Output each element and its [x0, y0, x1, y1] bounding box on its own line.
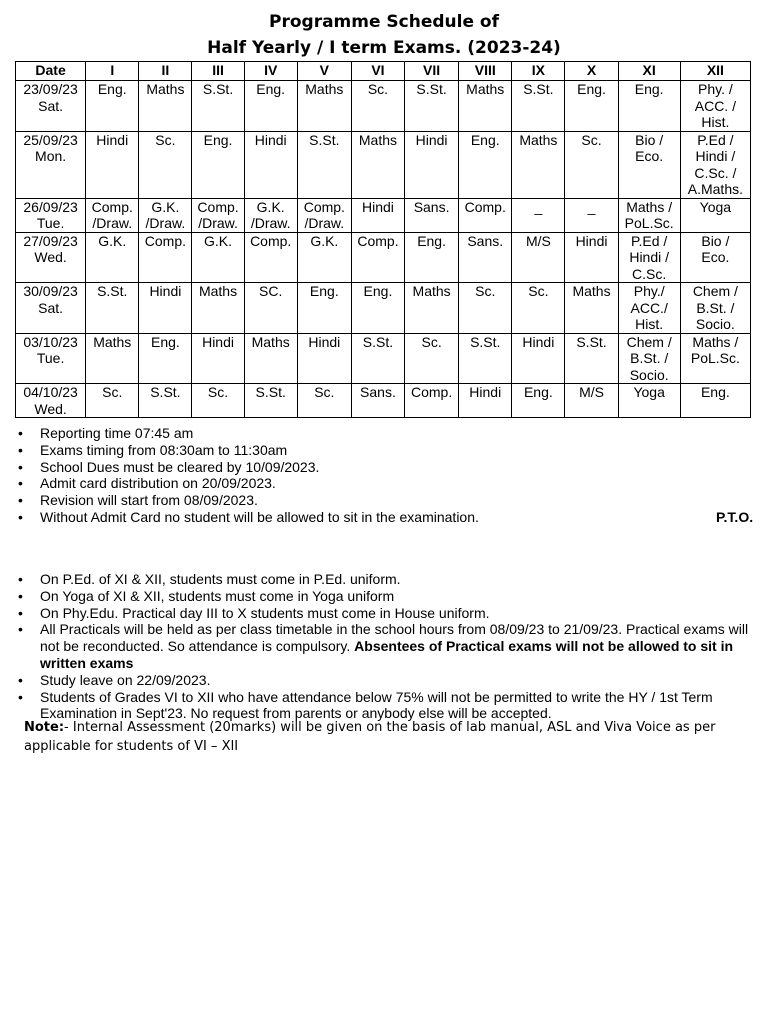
list-item-text: Admit card distribution on 20/09/2023. [40, 475, 276, 492]
subject-cell: Phy./ ACC./ Hist. [618, 283, 680, 334]
subject-cell: Comp. [351, 232, 404, 283]
list-item [0, 509, 768, 526]
list-item [0, 442, 768, 459]
subject-cell: Eng. [565, 81, 618, 132]
subject-cell: Eng. [192, 131, 244, 198]
bullet-icon: • [18, 475, 23, 492]
subject-cell: Maths [459, 81, 512, 132]
instructions-list [0, 425, 768, 526]
list-item [0, 475, 768, 492]
subject-cell: S.St. [512, 81, 565, 132]
subject-cell: Maths [192, 283, 244, 334]
list-item-text: On P.Ed. of XI & XII, students must come in P.Ed. uniform. [40, 571, 401, 587]
subject-cell: Comp. /Draw. [86, 198, 139, 232]
subject-cell: S.St. [86, 283, 139, 334]
table-row [16, 131, 751, 198]
list-item [0, 459, 768, 476]
list-item-text: All Practicals will be held as per class timetable in the school hours from 08/09/23 to 21/09/23. Practical exams will not be reconducted. So attendance is compulsory. [40, 621, 749, 655]
subject-cell: Hindi [405, 131, 459, 198]
column-header: VII [405, 62, 459, 81]
column-header: X [565, 62, 618, 81]
subject-cell: S.St. [244, 384, 297, 418]
list-item-text: Students of Grades VI to XII who have attendance below 75% will not be permitted to write the HY / 1st Term Examination in Sept'23. No request from parents or anybody else will be accepted. [40, 688, 713, 722]
subject-cell: Eng. [405, 232, 459, 283]
subject-cell: Comp. [459, 198, 512, 232]
subject-cell: Chem / B.St. / Socio. [618, 333, 680, 384]
subject-cell: Chem / B.St. / Socio. [680, 283, 750, 334]
subject-cell: Eng. [512, 384, 565, 418]
subject-cell: P.Ed / Hindi / C.Sc. [618, 232, 680, 283]
list-item-text: School Dues must be cleared by 10/09/2023. [40, 458, 320, 475]
subject-cell: Maths [351, 131, 404, 198]
bullet-icon: • [18, 671, 23, 688]
additional-instructions-list [0, 571, 760, 722]
subject-cell: Hindi [459, 384, 512, 418]
internal-assessment-note [24, 718, 754, 756]
subject-cell: Sc. [351, 81, 404, 132]
subject-cell: Eng. [297, 283, 351, 334]
subject-cell: Comp. /Draw. [297, 198, 351, 232]
subject-cell: Maths [565, 283, 618, 334]
subject-cell: S.St. [192, 81, 244, 132]
list-item-text: Revision will start from 08/09/2023. [40, 492, 258, 509]
column-header: VI [351, 62, 404, 81]
subject-cell: Eng. [618, 81, 680, 132]
subject-cell: Hindi [351, 198, 404, 232]
subject-cell: Maths [244, 333, 297, 384]
subject-cell: Eng. [244, 81, 297, 132]
subject-cell: S.St. [351, 333, 404, 384]
emphasis-text: Absentees of Practical exams will not be allowed to sit in written exams [40, 638, 734, 671]
table-row [16, 232, 751, 283]
column-header: XI [618, 62, 680, 81]
subject-cell: Phy. / ACC. / Hist. [680, 81, 750, 132]
table-row [16, 81, 751, 132]
subject-cell: Maths [512, 131, 565, 198]
subject-cell: M/S [512, 232, 565, 283]
bullet-icon: • [18, 508, 23, 525]
subject-cell: Eng. [351, 283, 404, 334]
subject-cell: Eng. [86, 81, 139, 132]
bullet-icon: • [18, 571, 23, 587]
subject-cell: Maths / PoL.Sc. [618, 198, 680, 232]
bullet-icon: • [18, 621, 23, 638]
date-cell: 04/10/23 Wed. [16, 384, 86, 418]
subject-cell: Eng. [680, 384, 750, 418]
page-subtitle: Half Yearly / I term Exams. (2023-24) [207, 38, 561, 58]
subject-cell: G.K. [192, 232, 244, 283]
list-item-text: On Phy.Edu. Practical day III to X students must come in House uniform. [40, 604, 490, 621]
subject-cell: Maths [405, 283, 459, 334]
table-row [16, 198, 751, 232]
date-cell: 26/09/23 Tue. [16, 198, 86, 232]
subject-cell: Sc. [405, 333, 459, 384]
date-cell: 25/09/23 Mon. [16, 131, 86, 198]
subject-cell: _ [512, 198, 565, 232]
bullet-icon: • [18, 425, 23, 441]
subject-cell: Maths / PoL.Sc. [680, 333, 750, 384]
column-header: IX [512, 62, 565, 81]
subject-cell: Maths [297, 81, 351, 132]
subject-cell: Hindi [244, 131, 297, 198]
subject-cell: G.K. [86, 232, 139, 283]
subject-cell: S.St. [459, 333, 512, 384]
subject-cell: Bio / Eco. [618, 131, 680, 198]
subject-cell: Comp. [139, 232, 192, 283]
subject-cell: Sc. [86, 384, 139, 418]
table-row [16, 333, 751, 384]
bullet-icon: • [18, 688, 23, 705]
subject-cell: Yoga [618, 384, 680, 418]
subject-cell: Eng. [139, 333, 192, 384]
page-title: Programme Schedule of [269, 12, 499, 32]
list-item [0, 492, 768, 509]
column-header: Date [16, 62, 86, 81]
table-header-row [16, 62, 751, 81]
subject-cell: S.St. [405, 81, 459, 132]
subject-cell: Hindi [86, 131, 139, 198]
subject-cell: Comp. /Draw. [192, 198, 244, 232]
list-item [0, 621, 760, 671]
note-text: - Internal Assessment (20marks) will be given on the basis of lab manual, ASL and Viva Voice as per applicable for students of VI – XII [24, 720, 716, 754]
column-header: IV [244, 62, 297, 81]
date-cell: 03/10/23 Tue. [16, 333, 86, 384]
subject-cell: Hindi [512, 333, 565, 384]
subject-cell: Sans. [459, 232, 512, 283]
column-header: XII [680, 62, 750, 81]
subject-cell: Sc. [139, 131, 192, 198]
list-item [0, 571, 760, 588]
list-item-text: Study leave on 22/09/2023. [40, 671, 211, 688]
date-cell: 23/09/23 Sat. [16, 81, 86, 132]
subject-cell: Sc. [512, 283, 565, 334]
column-header: I [86, 62, 139, 81]
subject-cell: Hindi [139, 283, 192, 334]
list-item [0, 605, 760, 622]
column-header: VIII [459, 62, 512, 81]
subject-cell: SC. [244, 283, 297, 334]
list-item-text: Reporting time 07:45 am [40, 425, 194, 441]
list-item [0, 672, 760, 689]
subject-cell: Maths [139, 81, 192, 132]
bullet-icon: • [18, 604, 23, 621]
bullet-icon: • [18, 441, 23, 458]
note-label: Note: [24, 720, 65, 735]
subject-cell: Sc. [297, 384, 351, 418]
pto-label: P.T.O. [716, 509, 754, 525]
subject-cell: Comp. [244, 232, 297, 283]
subject-cell: S.St. [297, 131, 351, 198]
table-row [16, 283, 751, 334]
list-item [0, 588, 760, 605]
subject-cell: Hindi [565, 232, 618, 283]
subject-cell: M/S [565, 384, 618, 418]
exam-schedule-table [15, 61, 751, 418]
subject-cell: Hindi [297, 333, 351, 384]
date-cell: 27/09/23 Wed. [16, 232, 86, 283]
subject-cell: Sc. [565, 131, 618, 198]
subject-cell: Hindi [192, 333, 244, 384]
subject-cell: Sans. [351, 384, 404, 418]
subject-cell: _ [565, 198, 618, 232]
list-item-text: On Yoga of XI & XII, students must come in Yoga uniform [40, 587, 395, 604]
list-item-text: Exams timing from 08:30am to 11:30am [40, 441, 288, 458]
subject-cell: P.Ed / Hindi / C.Sc. / A.Maths. [680, 131, 750, 198]
subject-cell: S.St. [139, 384, 192, 418]
date-cell: 30/09/23 Sat. [16, 283, 86, 334]
subject-cell: Sc. [192, 384, 244, 418]
table-row [16, 384, 751, 418]
bullet-icon: • [18, 587, 23, 604]
subject-cell: Eng. [459, 131, 512, 198]
subject-cell: Sans. [405, 198, 459, 232]
subject-cell: Bio / Eco. [680, 232, 750, 283]
subject-cell: G.K. /Draw. [244, 198, 297, 232]
subject-cell: Comp. [405, 384, 459, 418]
list-item-text: Without Admit Card no student will be allowed to sit in the examination. [40, 508, 479, 525]
subject-cell: Yoga [680, 198, 750, 232]
subject-cell: Maths [86, 333, 139, 384]
subject-cell: G.K. /Draw. [139, 198, 192, 232]
column-header: V [297, 62, 351, 81]
column-header: II [139, 62, 192, 81]
bullet-icon: • [18, 492, 23, 509]
subject-cell: Sc. [459, 283, 512, 334]
bullet-icon: • [18, 458, 23, 475]
subject-cell: G.K. [297, 232, 351, 283]
list-item [0, 425, 768, 442]
subject-cell: S.St. [565, 333, 618, 384]
column-header: III [192, 62, 244, 81]
